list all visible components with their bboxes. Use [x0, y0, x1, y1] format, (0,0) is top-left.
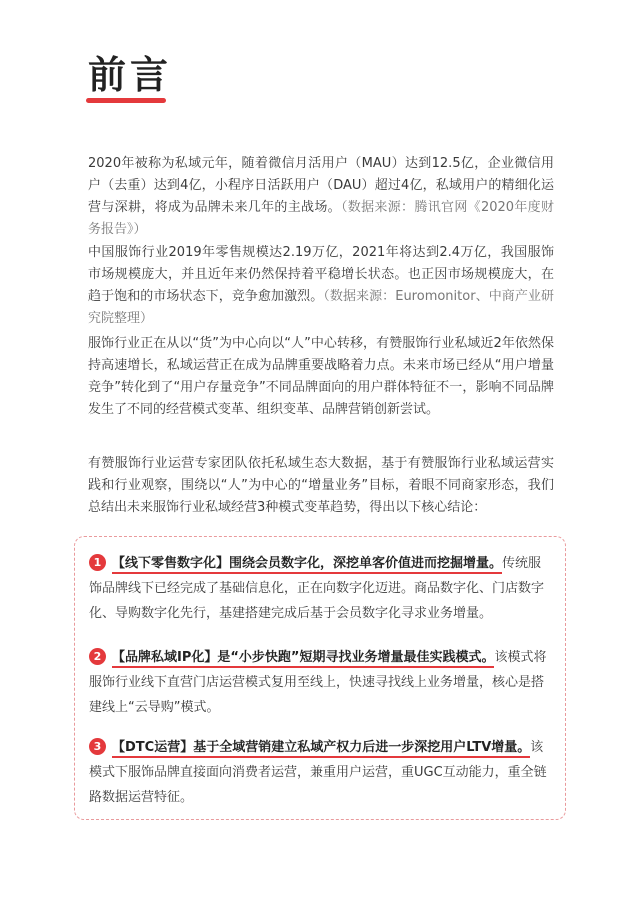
paragraph-market-size — [88, 242, 554, 330]
paragraph-text: 中国服饰行业2019年零售规模达2.19万亿，2021年将达到2.4万亿，我国服饰市场规模庞大，并且近年来仍然保持着平稳增长状态。也正因市场规模庞大，在趋于饱和的市场状态下，竞争愈加激烈。 — [88, 245, 554, 304]
conclusion-heading: 【线下零售数字化】围绕会员数字化，深挖单客价值进而挖掘增量。 — [112, 556, 502, 574]
conclusion-item — [89, 551, 553, 626]
core-conclusions-box — [74, 536, 566, 820]
data-source-note: （数据来源：Euromonitor、中商产业研究院整理） — [88, 289, 554, 326]
conclusion-body: 传统服饰品牌线下已经完成了基础信息化，正在向数字化迈进。商品数字化、门店数字化、导购数字化先行，基建搭建完成后基于会员数字化寻求业务增量。 — [89, 556, 545, 621]
number-badge: 2 — [89, 648, 106, 665]
conclusion-heading: 【品牌私域IP化】是“小步快跑”短期寻找业务增量最佳实践模式。 — [112, 650, 494, 668]
data-source-note: （数据来源：腾讯官网《2020年度财务报告》） — [88, 200, 554, 237]
conclusion-body: 该模式下服饰品牌直接面向消费者运营，兼重用户运营，重UGC互动能力，重全链路数据运营特征。 — [89, 740, 547, 805]
number-badge: 3 — [89, 738, 106, 755]
paragraph-text: 2020年被称为私域元年，随着微信月活用户（MAU）达到12.5亿，企业微信用户（去重）达到4亿，小程序日活跃用户（DAU）超过4亿，私域用户的精细化运营与深耕，将成为品牌未来几年的主战场。 — [88, 156, 554, 215]
title-underline — [86, 98, 166, 103]
conclusion-item — [89, 645, 553, 720]
paragraph-industry-shift — [88, 333, 554, 421]
conclusion-heading: 【DTC运营】基于全域营销建立私域产权力后进一步深挖用户LTV增量。 — [112, 740, 530, 758]
number-badge: 1 — [89, 554, 106, 571]
page-title: 前言 — [88, 53, 173, 97]
paragraph-summary-intro — [88, 453, 554, 519]
paragraph-text: 有赞服饰行业运营专家团队依托私域生态大数据，基于有赞服饰行业私域运营实践和行业观察，围绕以“人”为中心的“增量业务”目标，着眼不同商家形态，我们总结出未来服饰行业私域经营3种模式变革趋势，得出以下核心结论： — [88, 456, 554, 515]
conclusion-body: 该模式将服饰行业线下直营门店运营模式复用至线上，快速寻找线上业务增量，核心是搭建线上“云导购”模式。 — [89, 650, 547, 715]
paragraph-wechat-stats — [88, 153, 554, 241]
conclusion-item — [89, 735, 553, 810]
paragraph-text: 服饰行业正在从以“货”为中心向以“人”中心转移，有赞服饰行业私域近2年依然保持高速增长，私域运营正在成为品牌重要战略着力点。未来市场已经从“用户增量竞争”转化到了“用户存量竞争”不同品牌面向的用户群体特征不一，影响不同品牌发生了不同的经营模式变革、组织变革、品牌营销创新尝试。 — [88, 336, 554, 417]
